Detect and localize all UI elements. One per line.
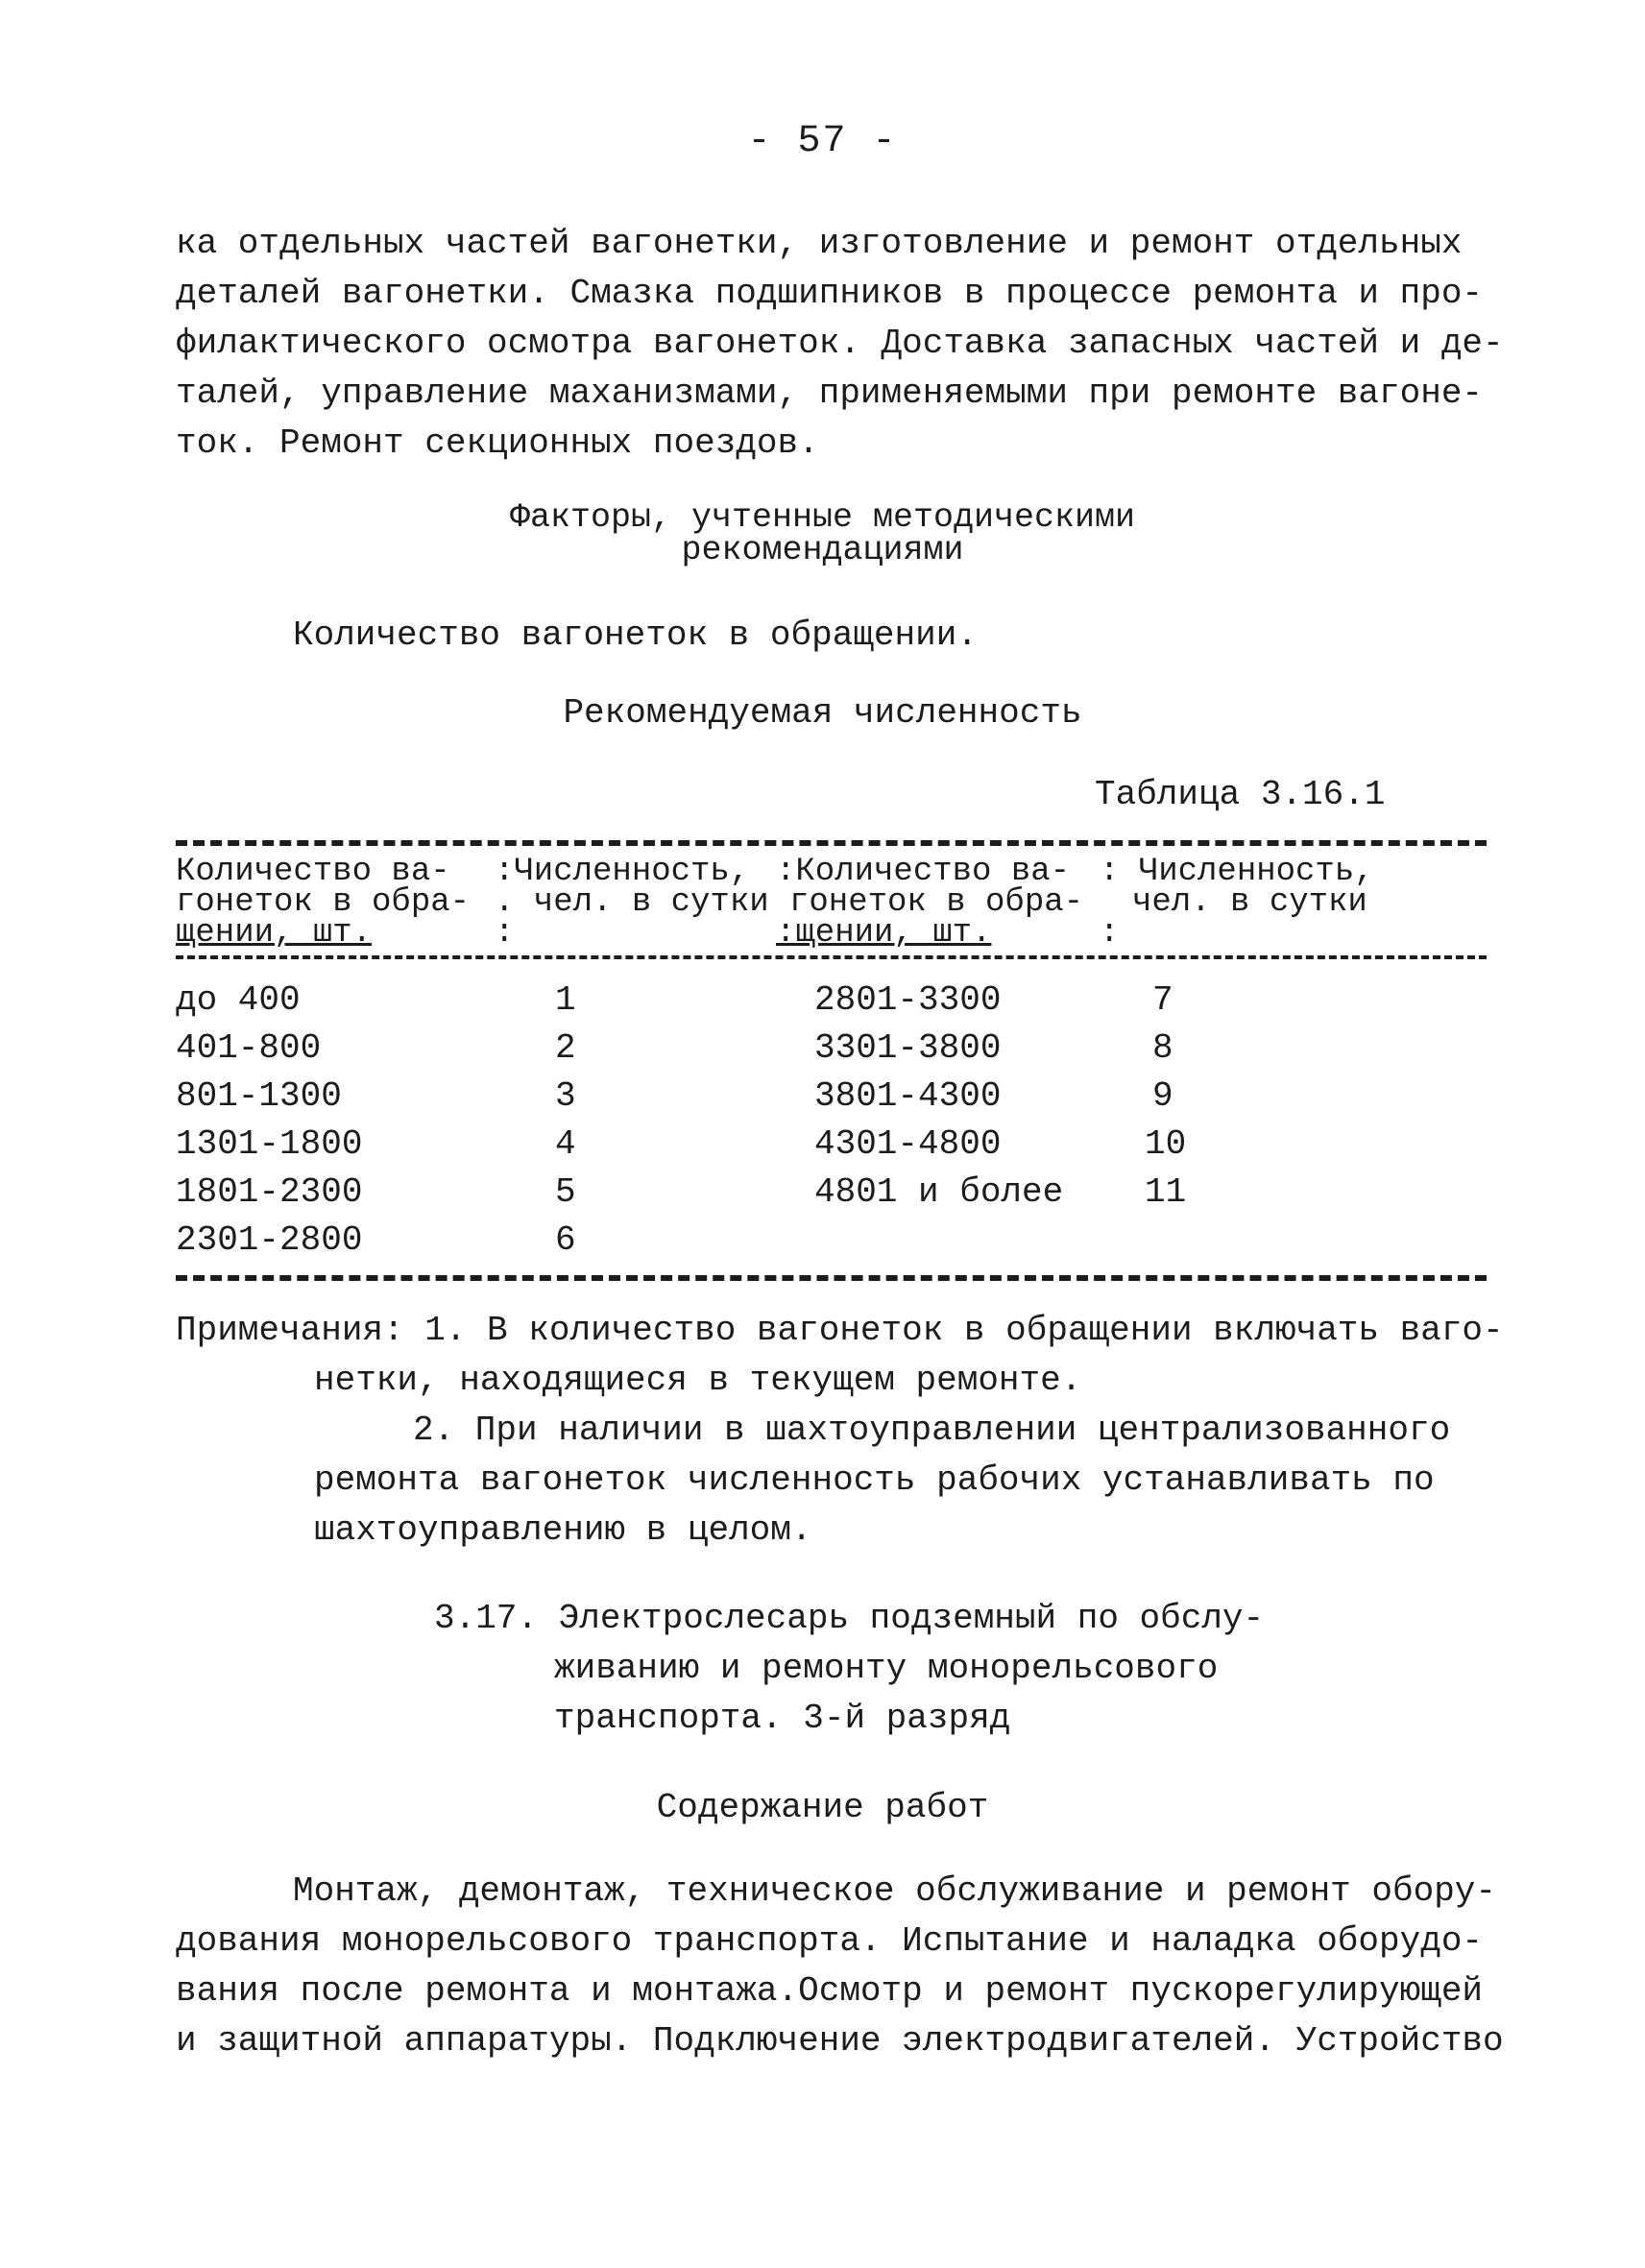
table-row: 401-800 bbox=[176, 1028, 322, 1068]
intro-line: деталей вагонетки. Смазка подшипников в процессе ремонта и про- bbox=[176, 274, 1484, 313]
table-row: 1801-2300 bbox=[176, 1172, 363, 1212]
final-line: вания после ремонта и монтажа.Осмотр и ремонт пускорегулирующей bbox=[176, 1971, 1484, 2011]
factors-heading bbox=[0, 498, 1645, 569]
table-row: 4801 и более bbox=[814, 1172, 1064, 1212]
intro-line: ка отдельных частей вагонетки, изготовление и ремонт отдельных bbox=[176, 224, 1463, 263]
intro-line: талей, управление маханизмами, применяемыми при ремонте вагоне- bbox=[176, 374, 1484, 413]
table-row: 2301-2800 bbox=[176, 1220, 363, 1260]
section-title-line3: транспорта. 3-й разряд bbox=[554, 1699, 1011, 1738]
notes-line4: ремонта вагонеток численность рабочих устанавливать по bbox=[314, 1460, 1435, 1500]
section-title-line1: 3.17. Электрослесарь подземный по обслу- bbox=[434, 1599, 1265, 1638]
intro-paragraph bbox=[176, 219, 1504, 469]
table-row: 3801-4300 bbox=[814, 1076, 1002, 1116]
header-col4: : Численность, чел. в сутки : bbox=[1100, 854, 1374, 952]
table-cell-count: 2 bbox=[555, 1028, 576, 1068]
table-row: 4301-4800 bbox=[814, 1124, 1002, 1164]
table-row: до 400 bbox=[176, 980, 301, 1020]
table-cell-count: 8 bbox=[1152, 1028, 1173, 1068]
final-line: дования монорельсового транспорта. Испытание и наладка оборудо- bbox=[176, 1921, 1484, 1961]
table-row: 3301-3800 bbox=[814, 1028, 1002, 1068]
header-col1: Количество ва- гонеток в обра- щении, шт. bbox=[176, 854, 471, 952]
factors-heading-line2: рекомендациями bbox=[681, 531, 964, 569]
factor-text: Количество вагонеток в обращении. bbox=[293, 615, 978, 655]
table-row: 2801-3300 bbox=[814, 980, 1002, 1020]
table-cell-count: 1 bbox=[555, 980, 576, 1020]
table-cell-count: 9 bbox=[1152, 1076, 1173, 1116]
final-paragraph bbox=[176, 1867, 1504, 2066]
content-heading: Содержание работ bbox=[656, 1788, 989, 1827]
final-line: и защитной аппаратуры. Подключение электродвигателей. Устройство bbox=[176, 2021, 1504, 2061]
header-col3: :Количество ва- гонеток в обра- :щении, шт. bbox=[776, 854, 1084, 952]
table-cell-count: 6 bbox=[555, 1220, 576, 1260]
intro-line: ток. Ремонт секционных поездов. bbox=[176, 423, 819, 463]
table-cell-count: 4 bbox=[555, 1124, 576, 1164]
table-row: 801-1300 bbox=[176, 1076, 342, 1116]
intro-line: филактического осмотра вагонеток. Доставка запасных частей и де- bbox=[176, 324, 1504, 363]
table-row: 1301-1800 bbox=[176, 1124, 363, 1164]
table-cell-count: 3 bbox=[555, 1076, 576, 1116]
table-cell-count: 11 bbox=[1145, 1172, 1187, 1212]
notes-line2: нетки, находящиеся в текущем ремонте. bbox=[314, 1361, 1082, 1400]
table-cell-count: 7 bbox=[1152, 980, 1173, 1020]
factors-heading-line1: Факторы, учтенные методическими bbox=[509, 498, 1136, 537]
final-line: Монтаж, демонтаж, техническое обслуживание и ремонт обору- bbox=[293, 1871, 1497, 1911]
table-top-rule bbox=[176, 840, 1487, 846]
table-cell-count: 10 bbox=[1145, 1124, 1187, 1164]
header-col2: :Численность, . чел. в сутки : bbox=[495, 854, 769, 952]
recommended-heading: Рекомендуемая численность bbox=[563, 693, 1082, 733]
page-number: - 57 - bbox=[747, 120, 898, 163]
table-bottom-rule bbox=[176, 1275, 1487, 1281]
section-title-line2: живанию и ремонту монорельсового bbox=[554, 1649, 1219, 1688]
notes-line3: 2. При наличии в шахтоуправлении централизованного bbox=[413, 1411, 1451, 1450]
table-cell-count: 5 bbox=[555, 1172, 576, 1212]
notes-line5: шахтоуправлению в целом. bbox=[314, 1510, 812, 1550]
header-bottom-rule bbox=[176, 955, 1487, 959]
notes-line1: Примечания: 1. В количество вагонеток в обращении включать ваго- bbox=[176, 1311, 1504, 1350]
table-caption: Таблица 3.16.1 bbox=[1095, 775, 1386, 814]
